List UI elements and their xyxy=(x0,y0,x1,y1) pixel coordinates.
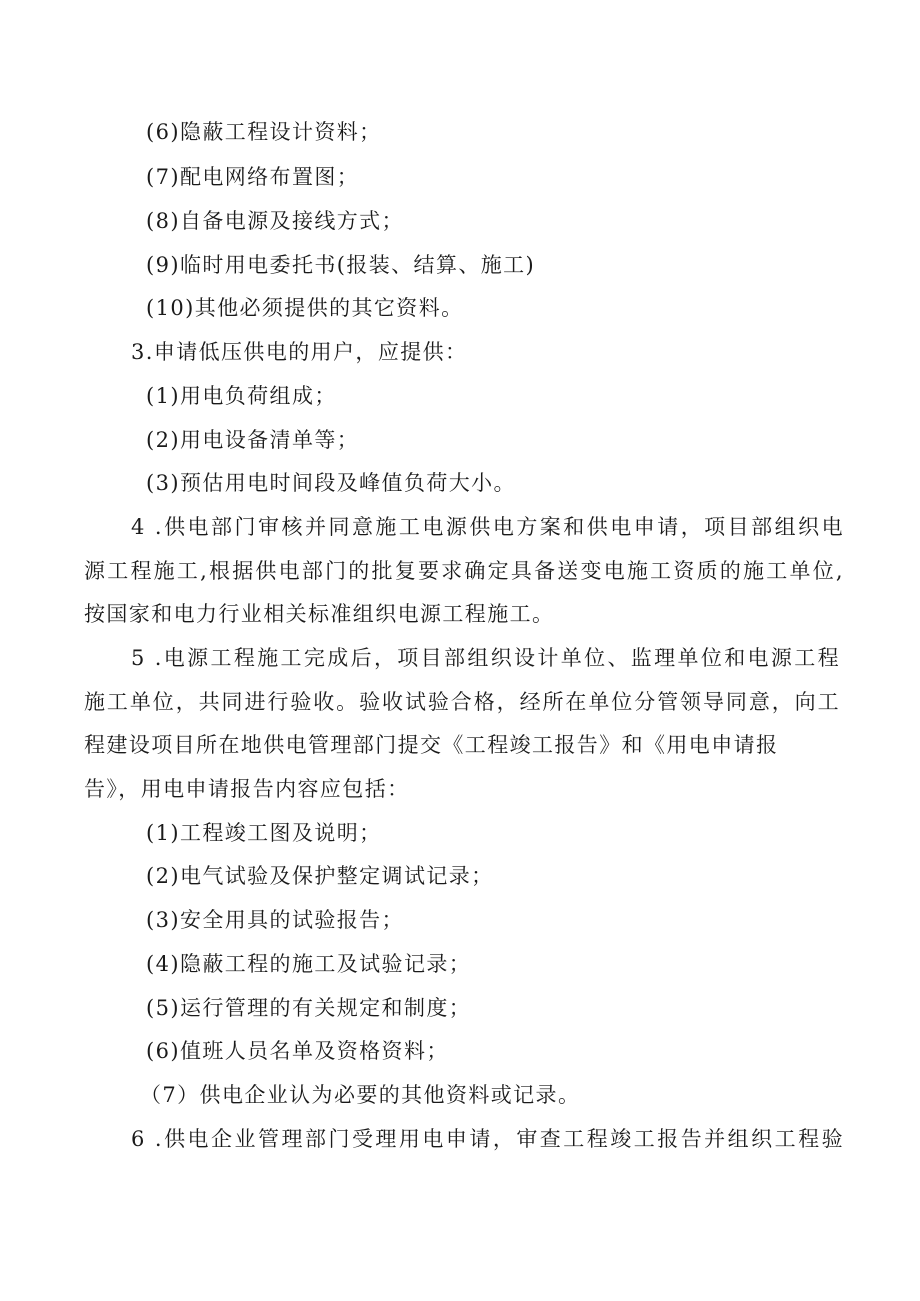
list-item: (6)隐蔽工程设计资料； xyxy=(146,120,382,144)
paragraph-line: 4 .供电部门审核并同意施工电源供电方案和供电申请，项目部组织电 xyxy=(131,515,844,539)
list-item: （7）供电企业认为必要的其他资料或记录。 xyxy=(140,1083,581,1107)
list-item: (7)配电网络布置图； xyxy=(146,165,360,189)
list-item: (3)安全用具的试验报告； xyxy=(146,908,404,932)
list-item: (8)自备电源及接线方式； xyxy=(146,209,404,233)
paragraph-line: 程建设项目所在地供电管理部门提交《工程竣工报告》和《用电申请报 xyxy=(84,733,779,757)
list-item: (2)电气试验及保护整定调试记录； xyxy=(146,864,494,888)
list-item: (10)其他必须提供的其它资料。 xyxy=(146,296,464,320)
list-item: (1)工程竣工图及说明； xyxy=(146,821,382,845)
list-item: (5)运行管理的有关规定和制度； xyxy=(146,996,472,1020)
paragraph-line: 告》，用电申请报告内容应包括： xyxy=(84,777,410,801)
list-item: (3)预估用电时间段及峰值负荷大小。 xyxy=(146,471,516,495)
list-item: (2)用电设备清单等； xyxy=(146,428,360,452)
paragraph-line: 按国家和电力行业相关标准组织电源工程施工。 xyxy=(84,602,555,626)
section-heading: 3.申请低压供电的用户，应提供： xyxy=(131,340,468,364)
paragraph-line: 6 .供电企业管理部门受理用电申请，审查工程竣工报告并组织工程验 xyxy=(131,1127,844,1151)
paragraph-line: 源工程施工,根据供电部门的批复要求确定具备送变电施工资质的施工单位, xyxy=(84,559,844,583)
list-item: (1)用电负荷组成； xyxy=(146,384,337,408)
paragraph-line: 5 .电源工程施工完成后，项目部组织设计单位、监理单位和电源工程 xyxy=(131,646,840,670)
list-item: (9)临时用电委托书(报装、结算、施工) xyxy=(146,253,536,277)
list-item: (4)隐蔽工程的施工及试验记录； xyxy=(146,952,472,976)
paragraph-line: 施工单位，共同进行验收。验收试验合格，经所在单位分管领导同意，向工 xyxy=(84,690,840,714)
list-item: (6)值班人员名单及资格资料； xyxy=(146,1039,449,1063)
